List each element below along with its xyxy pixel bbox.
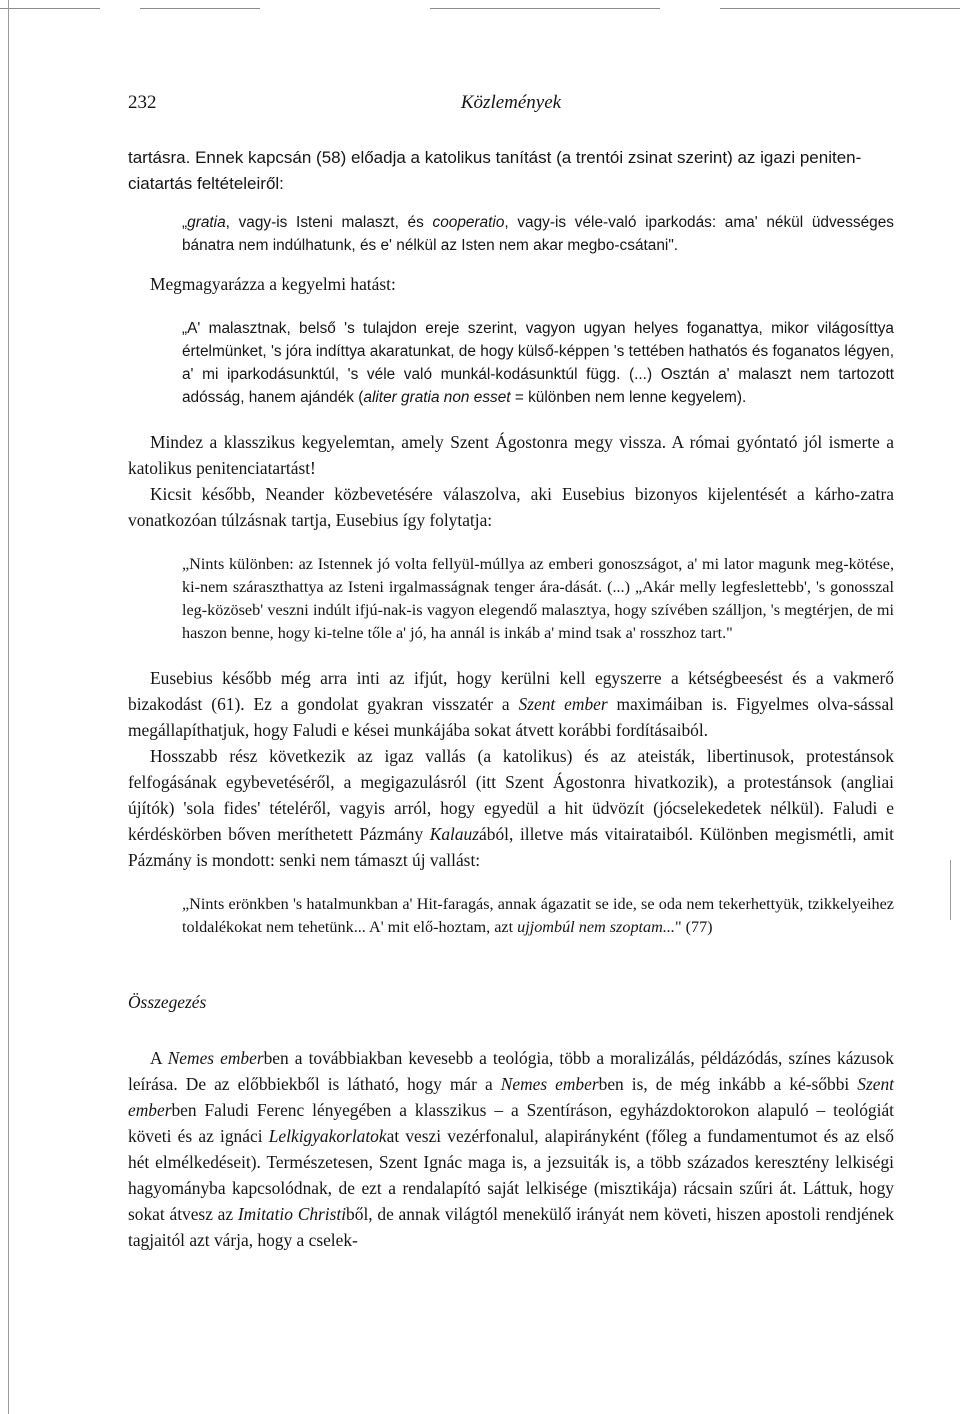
- paragraph: A Nemes emberben a továbbiakban kevesebb a teológia, több a moralizálás, példázódás, színes kázusok leírása. De az előbbiekből is látható, hogy már a Nemes emberben is, de még inkább a ké-sőbbi Szent emberben Faludi Ferenc lényegében a klasszikus – a Szentíráson, egyházdoktorokon alapuló – teológiát követi és az ignáci Lelkigyakorlatokat veszi vezérfonalul, alapirányként (főleg a fundamentumot és az első hét elmélkedéseit). Természetesen, Szent Ignác maga is, a jezsuiták is, a több százados keresztény lelkiségi hagyományba kapcsolódnak, de ezt a rendalapító saját lelkisége (misztikája) rácsain szűri át. Láttuk, hogy sokat átvesz az Imitatio Christiből, de annak világtól menekülő irányát nem követi, hiszen apostoli rendjének tagjaitól azt várja, hogy a cselek-: [128, 1048, 895, 1250]
- scan-edge-line: [720, 8, 960, 9]
- block-quote: „A' malasztnak, belső 's tulajdon ereje szerint, vagyon ugyan helyes foganattya, mikor világosíttya értelmünket, 's jóra indíttya akaratunkat, de hogy külső-képpen 's tettében hathatós és foganatos légyen, a' mi iparkodásunktúl, 's véle való munkál-kodásunktúl függ. (...) Osztán a' malaszt nem tartozott adósság, hanem ajándék (aliter gratia non esset = különben nem lenne kegyelem).: [182, 320, 894, 406]
- paragraph: Mindez a klasszikus kegyelemtan, amely Szent Ágostonra megy vissza. A római gyóntató jól ismerte a katolikus penitenciatartást!: [128, 432, 894, 478]
- scan-edge-line: [430, 8, 660, 9]
- paragraph: Kicsit később, Neander közbevetésére válaszolva, aki Eusebius bizonyos kijelentését a kárho-zatra vonatkozóan túlzásnak tartja, Eusebius így folytatja:: [128, 484, 894, 530]
- paragraph: tartásra. Ennek kapcsán (58) előadja a katolikus tanítást (a trentói zsinat szerint) az igazi peniten- ciatartás feltételeiről:: [128, 148, 862, 193]
- scan-edge-line: [0, 8, 100, 9]
- paragraph: Hosszabb rész következik az igaz vallás (a katolikus) és az ateisták, libertinusok, protestánsok felfogásának egybevetéséről, a megigazulásról (itt Szent Ágostonra hivatkozik), a protestánsok (angliai újítók) 'sola fides' tételéről, vagyis arról, hogy egyedül a hit üdvözít (jócselekedetek nélkül). Faludi e kérdéskörben bőven meríthetett Pázmány Kalauzából, illetve más vitairataiból. Különben megismétli, amit Pázmány is mondott: senki nem támaszt új vallást:: [128, 746, 894, 870]
- scan-edge-line: [140, 8, 260, 9]
- block-quote: „gratia, vagy-is Isteni malaszt, és cooperatio, vagy-is véle-való iparkodás: ama' nékül üdvességes bánatra nem indúlhatunk, és e' nélkül az Isten nem akar megbo-csátani".: [182, 214, 894, 254]
- paragraph: Megmagyarázza a kegyelmi hatást:: [150, 274, 396, 294]
- article-body: [128, 145, 894, 1253]
- scan-margin-line: [950, 860, 951, 920]
- paragraph: Eusebius később még arra inti az ifjút, hogy kerülni kell egyszerre a kétségbeesést és a vakmerő bizakodást (61). Ez a gondolat gyakran visszatér a Szent ember maximáiban is. Figyelmes olva-sással megállapíthatjuk, hogy Faludi e kései munkájába sokat átvett korábbi fordításaiból.: [128, 668, 894, 740]
- scan-margin-line: [8, 0, 9, 1414]
- page-header: [128, 92, 894, 120]
- page-number: 232: [128, 92, 157, 113]
- running-title: Közlemények: [460, 92, 562, 113]
- block-quote: „Nints különben: az Istennek jó volta fellyül-múllya az emberi gonoszságot, a' mi lator magunk meg-kötése, ki-nem száraszthattya az Isteni irgalmasságnak tenger ára-dását. (...) „Akár melly legfeslettebb', 's gonosszal leg-közöseb' veszni indúlt ifjú-nak-is vagyon elegendő malasztya, hogy szívében szálljon, 's megtérjen, de mi haszon benne, hogy ki-telne tőle a' jó, ha annál is inkáb a' mind tsak a' rosszhoz tart.": [182, 555, 894, 642]
- section-heading: Összegezés: [128, 992, 207, 1012]
- block-quote: „Nints erönkben 's hatalmunkban a' Hit-faragás, annak ágazatit se ide, se oda nem tekerhettyük, tzikkelyeihez toldalékokat nem tehetünk... A' mit elő-hoztam, azt ujjombúl nem szoptam..." (77): [182, 895, 894, 936]
